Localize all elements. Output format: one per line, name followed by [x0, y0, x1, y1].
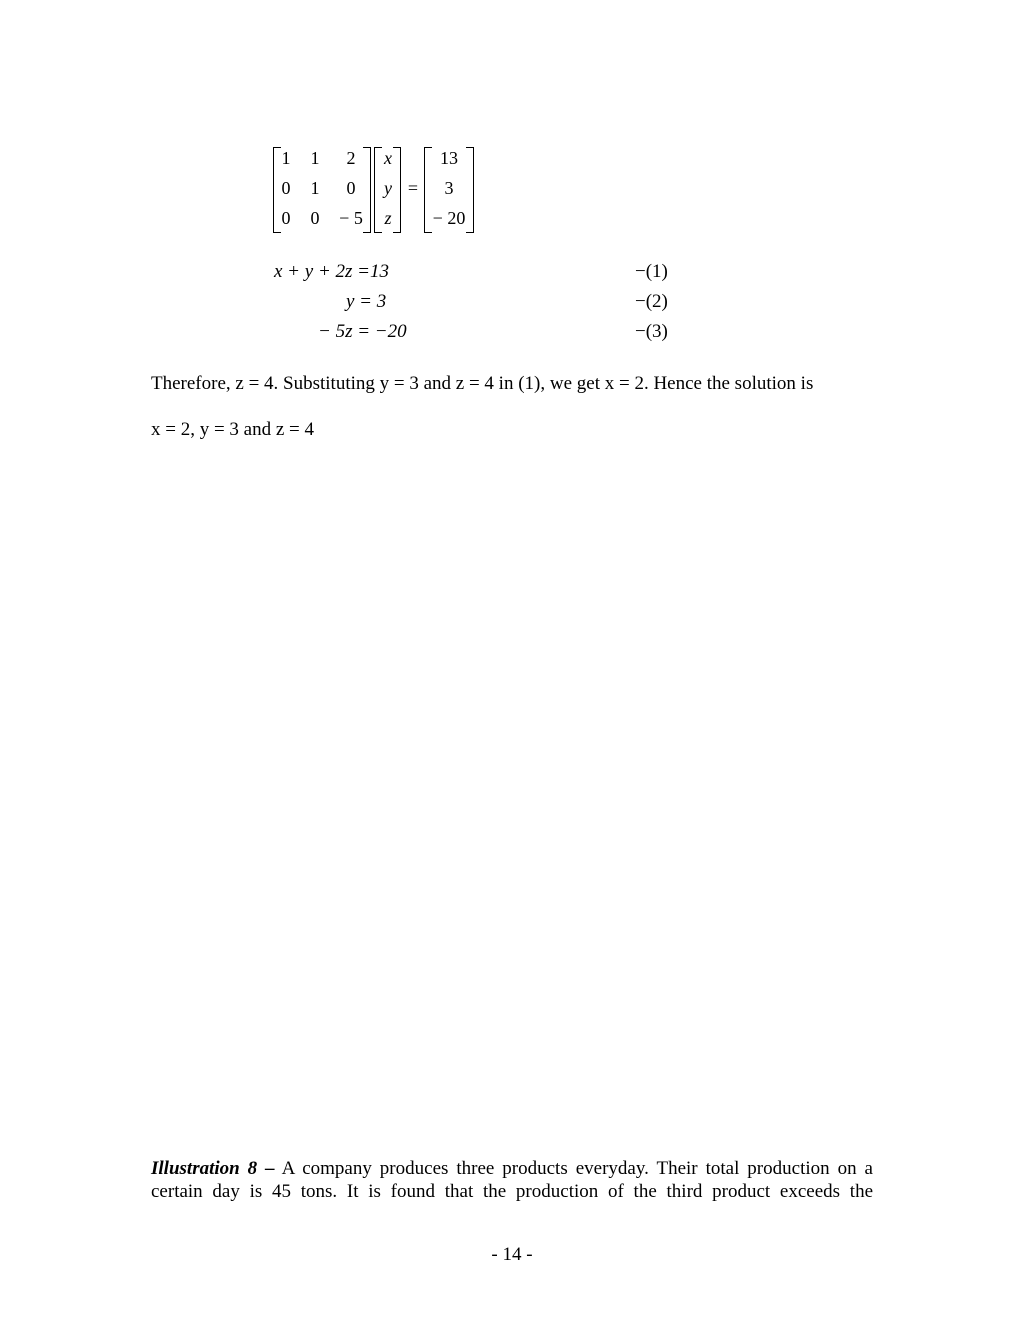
matrix-a-cell: 1: [310, 148, 320, 168]
matrix-a-cell: 0: [310, 208, 320, 228]
matrix-a-cell: − 5: [339, 208, 363, 228]
equation-tag: −(3): [635, 321, 668, 342]
equals-sign: =: [407, 178, 419, 198]
vector-b-cell: − 20: [432, 208, 466, 228]
vector-x-cell: y: [384, 178, 392, 198]
illustration-line: [151, 1157, 873, 1180]
illustration-text: A company produces three products everyday. Their total production on a: [281, 1158, 873, 1179]
equation-row: [0, 257, 1024, 287]
vector-b-cell: 13: [440, 148, 458, 168]
equation-row: [0, 287, 1024, 317]
illustration-label: Illustration 8 –: [151, 1158, 275, 1179]
matrix-equation: [0, 0, 1024, 240]
equation-lhs: x + y + 2z =13: [274, 261, 389, 282]
equation-lhs: y = 3: [346, 291, 387, 312]
matrix-a-cell: 0: [281, 178, 291, 198]
matrix-a-cell: 2: [346, 148, 356, 168]
equation-lhs: − 5z = −20: [318, 321, 407, 342]
matrix-a-cell: 1: [281, 148, 291, 168]
matrix-a-cell: 1: [310, 178, 320, 198]
vector-x-cell: z: [384, 208, 392, 228]
equation-tag: −(1): [635, 261, 668, 282]
illustration-line: certain day is 45 tons. It is found that the production of the third product exceeds the: [151, 1181, 873, 1202]
equation-row: [0, 317, 1024, 347]
solution-paragraph: Therefore, z = 4. Substituting y = 3 and z = 4 in (1), we get x = 2. Hence the solution is: [151, 373, 814, 394]
matrix-a-cell: 0: [346, 178, 356, 198]
vector-b-cell: 3: [444, 178, 454, 198]
vector-x-cell: x: [384, 148, 392, 168]
page-number: - 14 -: [491, 1244, 533, 1265]
equation-tag: −(2): [635, 291, 668, 312]
matrix-a-cell: 0: [281, 208, 291, 228]
solution-result: x = 2, y = 3 and z = 4: [151, 419, 315, 440]
